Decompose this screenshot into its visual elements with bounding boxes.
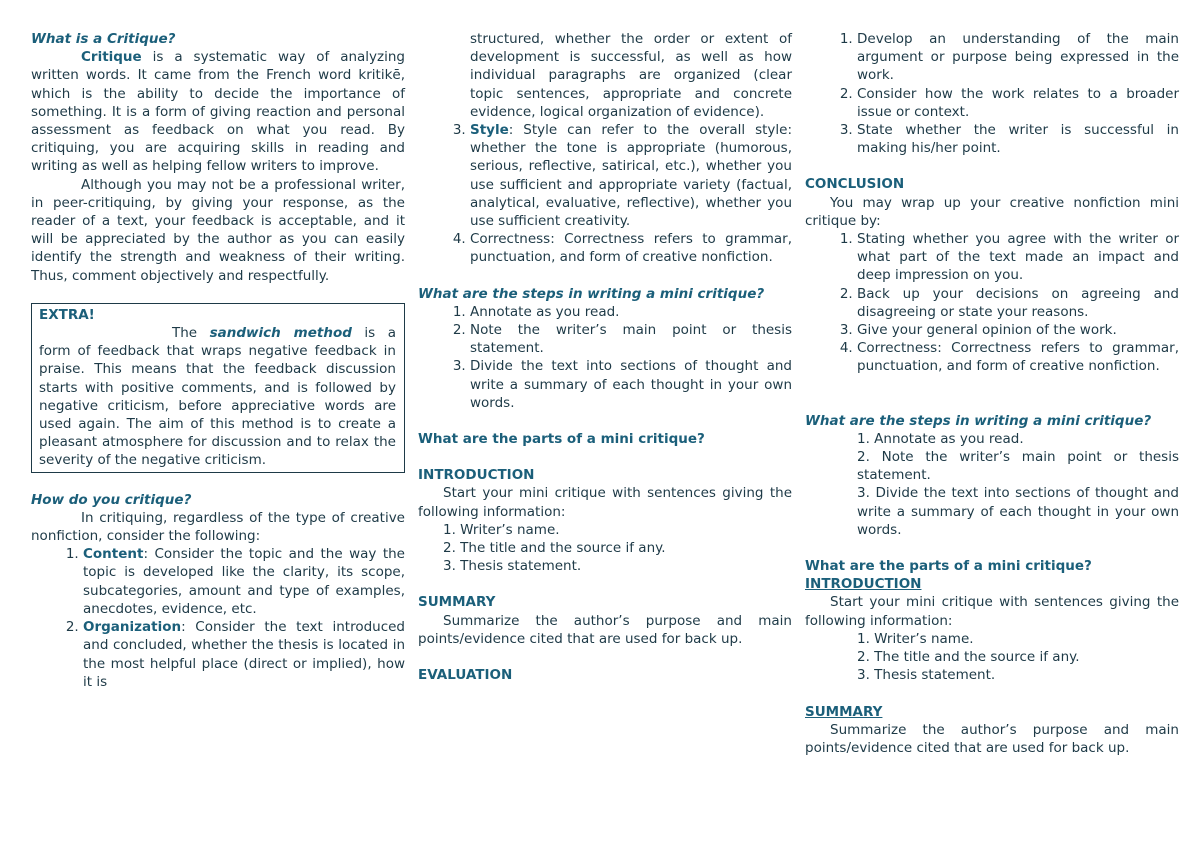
organization-text: : Consider the text introduced and concluded, whether the thesis is located in the most helpful place (direct or implied), how it is bbox=[83, 619, 405, 690]
steps-list-repeat bbox=[805, 430, 1179, 539]
list-item: 1. Stating whether you agree with the writer or what part of the text made an impact and deep impression on you. bbox=[857, 230, 1179, 285]
summary-text: Summarize the author’s purpose and main points/evidence cited that are used for back up. bbox=[418, 612, 792, 647]
list-item: 3. Thesis statement. bbox=[857, 667, 996, 684]
conclusion-text: You may wrap up your creative nonfiction mini critique by: bbox=[805, 194, 1179, 229]
summary-heading-repeat: SUMMARY bbox=[805, 703, 883, 720]
list-item: 3. Thesis statement. bbox=[443, 558, 582, 575]
summary-text-repeat: Summarize the author’s purpose and main points/evidence cited that are used for back up. bbox=[805, 721, 1179, 756]
peer-critique-paragraph: Although you may not be a professional writer, in peer-critiquing, by giving your response, as the reader of a text, your feedback is acceptable, and it will be appreciated by the author as you can easily identify the strength and weakness of their writing. Thus, comment objectively and respectfully. bbox=[31, 176, 405, 284]
column-1 bbox=[31, 30, 405, 691]
critique-definition bbox=[31, 48, 405, 175]
what-is-critique-heading: What is a Critique? bbox=[31, 31, 176, 47]
list-item: 2. Consider how the work relates to a broader issue or context. bbox=[857, 85, 1179, 121]
sandwich-method-term: sandwich method bbox=[209, 325, 352, 342]
steps-heading: What are the steps in writing a mini critique? bbox=[418, 285, 765, 302]
content-text: : Consider the topic and the way the topic is developed like the clarity, its scope, subcategories, amount and type of examples, anecdotes, evidence, etc. bbox=[83, 546, 405, 617]
list-item: 2. Note the writer’s main point or thesis statement. bbox=[857, 449, 1179, 484]
evaluation-list bbox=[805, 30, 1179, 157]
introduction-heading: INTRODUCTION bbox=[418, 467, 535, 484]
list-item: 3. Divide the text into sections of thought and write a summary of each thought in your own words. bbox=[470, 357, 792, 412]
list-item: 2. The title and the source if any. bbox=[857, 649, 1080, 666]
extra-title: EXTRA! bbox=[39, 306, 95, 323]
list-item: 2. Back up your decisions on agreeing and disagreeing or state your reasons. bbox=[857, 285, 1179, 321]
evaluation-heading: EVALUATION bbox=[418, 667, 513, 684]
list-item: 1. Writer’s name. bbox=[857, 630, 974, 647]
critique-criteria-list bbox=[31, 545, 405, 691]
critique-definition-text: is a systematic way of analyzing written words. It came from the French word kritikē, which is the ability to decide the importance of something. It is a form of giving reaction and personal assessment as feedback on what you read. By critiquing, you are acquiring skills in reading and writing as well as helping fellow writers to improve. bbox=[31, 49, 405, 175]
introduction-list-repeat bbox=[805, 630, 1179, 685]
list-item: 1. Annotate as you read. bbox=[470, 303, 792, 321]
list-item: 1. Annotate as you read. bbox=[857, 430, 1024, 447]
list-item: 4. Correctness: Correctness refers to grammar, punctuation, and form of creative nonfiction. bbox=[470, 230, 792, 266]
list-item bbox=[470, 121, 792, 230]
extra-box bbox=[31, 303, 405, 473]
organization-term: Organization bbox=[83, 619, 182, 636]
introduction-heading-repeat: INTRODUCTION bbox=[805, 576, 922, 593]
list-item: 4. Correctness: Correctness refers to grammar, punctuation, and form of creative nonfiction. bbox=[857, 339, 1179, 375]
list-item: 3. Divide the text into sections of thought and write a summary of each thought in your own words. bbox=[857, 485, 1179, 538]
critique-criteria-list-continued bbox=[418, 121, 792, 267]
column-2 bbox=[418, 30, 792, 684]
list-item bbox=[83, 618, 405, 691]
list-item bbox=[83, 545, 405, 618]
conclusion-list bbox=[805, 230, 1179, 376]
list-item: 3. Give your general opinion of the work. bbox=[857, 321, 1179, 339]
extra-pre: The bbox=[172, 325, 198, 342]
list-item: 1. Develop an understanding of the main argument or purpose being expressed in the work. bbox=[857, 30, 1179, 85]
critique-term: Critique bbox=[81, 49, 142, 66]
how-to-critique-heading: How do you critique? bbox=[31, 491, 192, 508]
list-item: 1. Writer’s name. bbox=[443, 521, 560, 538]
extra-rest: is a form of feedback that wraps negative feedback in praise. This means that the feedback discussion starts with positive comments, and is followed by negative criticism, before appreciative words are used again. The aim of this method is to create a pleasant atmosphere for discussion and to relax the severity of the negative criticism. bbox=[39, 325, 396, 469]
conclusion-heading: CONCLUSION bbox=[805, 176, 905, 193]
list-item: 2. The title and the source if any. bbox=[443, 540, 666, 557]
introduction-list bbox=[418, 521, 792, 576]
parts-heading: What are the parts of a mini critique? bbox=[418, 431, 705, 448]
steps-list bbox=[418, 303, 792, 412]
style-term: Style bbox=[470, 122, 509, 139]
column-3 bbox=[805, 30, 1179, 757]
content-term: Content bbox=[83, 546, 144, 563]
sandwich-method-text bbox=[39, 324, 396, 470]
list-item: 3. State whether the writer is successful in making his/her point. bbox=[857, 121, 1179, 157]
steps-heading-repeat: What are the steps in writing a mini critique? bbox=[805, 412, 1152, 429]
introduction-text-repeat: Start your mini critique with sentences giving the following information: bbox=[805, 594, 1179, 629]
organization-continued: structured, whether the order or extent of development is successful, as well as how individual paragraphs are organized (clear topic sentences, appropriate and concrete evidence, logical organization of evidence). bbox=[470, 31, 792, 120]
style-text: : Style can refer to the overall style: whether the tone is appropriate (humorous, serious, reflective, satirical, etc.), whether you use sufficient and appropriate variety (factual, analytical, evaluative, reflective), whether you use sufficient creativity. bbox=[470, 122, 792, 230]
how-intro: In critiquing, regardless of the type of creative nonfiction, consider the following: bbox=[31, 509, 405, 545]
introduction-text: Start your mini critique with sentences giving the following information: bbox=[418, 485, 792, 520]
summary-heading: SUMMARY bbox=[418, 594, 496, 611]
parts-heading-repeat: What are the parts of a mini critique? bbox=[805, 558, 1092, 575]
list-item: 2. Note the writer’s main point or thesis statement. bbox=[470, 321, 792, 357]
